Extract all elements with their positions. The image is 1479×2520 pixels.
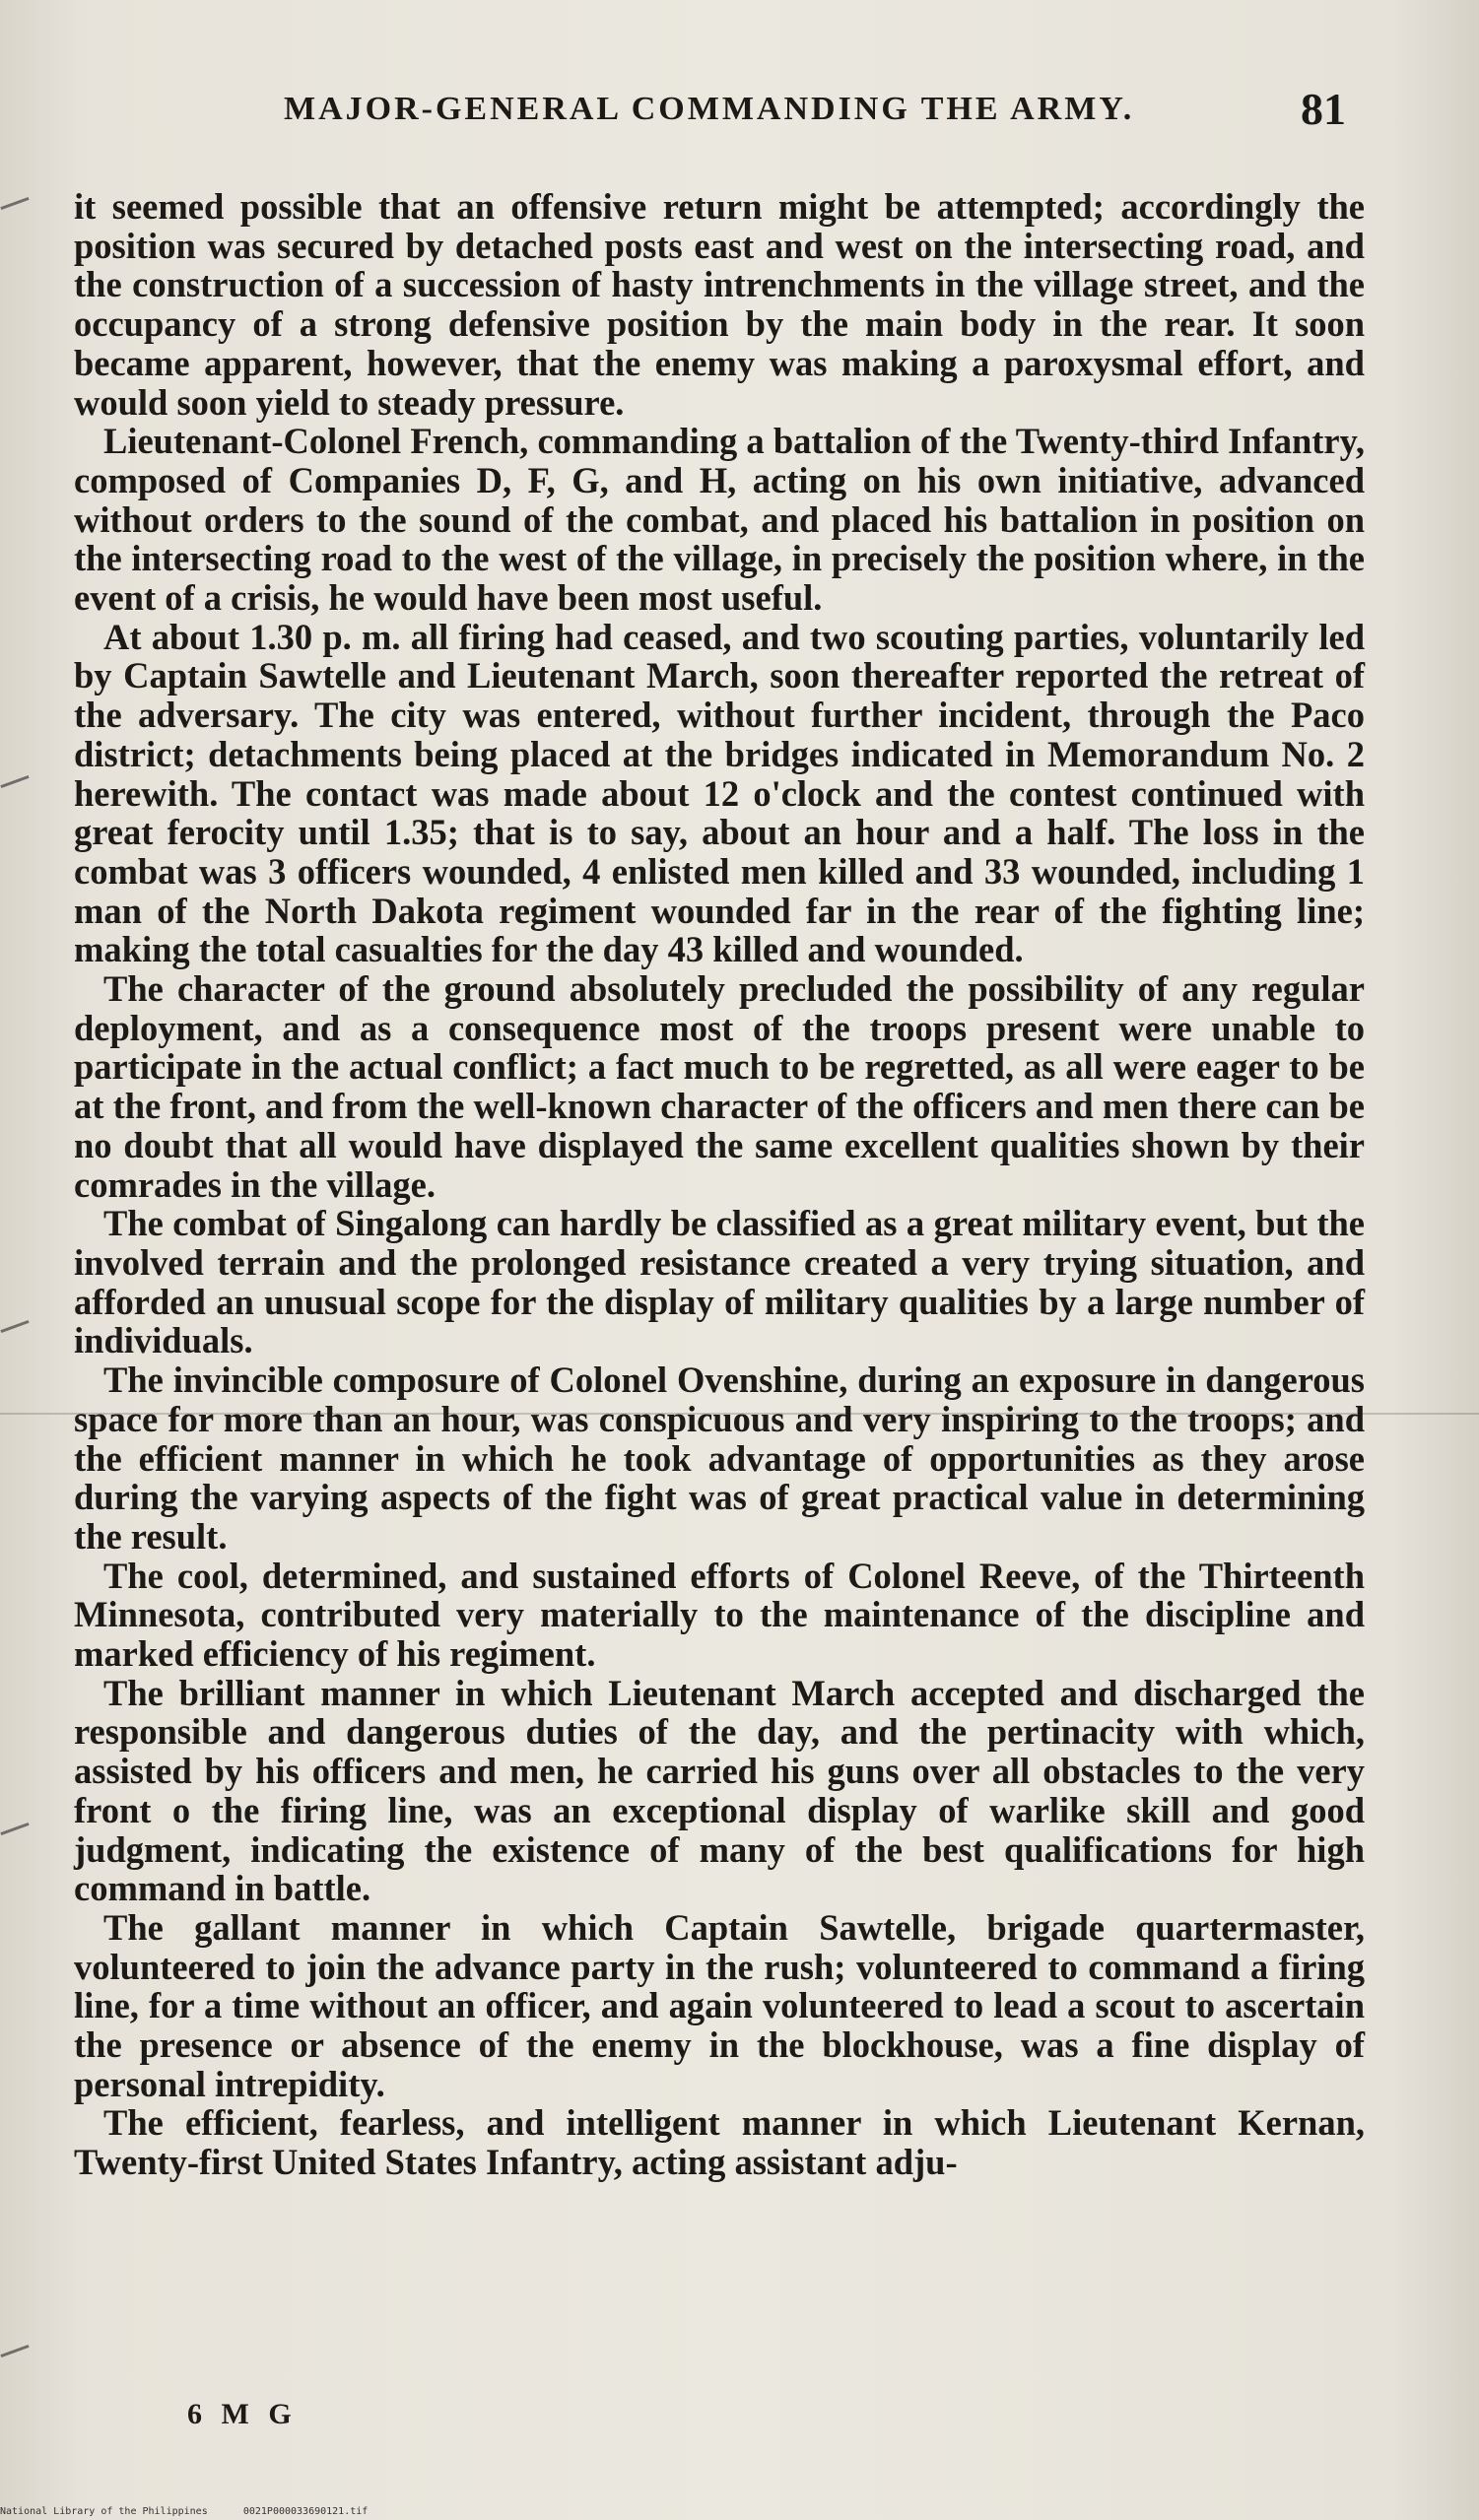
paragraph: The brilliant manner in which Lieutenant March accepted and discharged the responsible and dangerous duties of the day, and the pertinacity with which, assisted by his officers and men, he carried his guns over all obstacles to the very front o the firing line, was an exceptional display of warlike skill and good judgment, indicating the existence of many of the best qualifications for high command in battle. (74, 1672, 1365, 1909)
running-head: MAJOR-GENERAL COMMANDING THE ARMY. (284, 91, 1135, 127)
paragraph: The gallant manner in which Captain Sawtelle, brigade quartermaster, volunteered to join the advance party in the rush; volunteered to command a firing line, for a time without an officer, and again volunteered to lead a scout to ascertain the presence or absence of the enemy in the blockhouse, was a fine display of personal intrepidity. (74, 1906, 1365, 2104)
paragraph: it seemed possible that an offensive return might be attempted; accordingly the position was secured by detached posts east and west on the intersecting road, and the construction of a succession of hasty intrenchments in the village street, and the occupancy of a strong defensive position by the main body in the rear. It soon became apparent, however, that the enemy was making a paroxysmal effort, and would soon yield to steady pressure. (74, 186, 1365, 423)
edge-mark (0, 1823, 29, 1835)
paragraph: The cool, determined, and sustained efforts of Colonel Reeve, of the Thirteenth Minnesota, contributed very materially to the maintenance of the discipline and marked efficiency of his regiment. (74, 1555, 1365, 1675)
page-number: 81 (1301, 84, 1346, 134)
edge-mark (0, 2345, 29, 2357)
paragraph: The invincible composure of Colonel Ovenshine, during an exposure in dangerous space for more than an hour, was conspicuous and very inspiring to the troops; and the efficient manner in which he took advantage of opportunities as they arose during the varying aspects of the fight was of great practical value in determining the result. (74, 1359, 1365, 1557)
scan-file: 0021P000033690121.tif (242, 2506, 369, 2517)
edge-mark (0, 775, 29, 788)
scan-label: National Library of the Philippines (0, 2506, 208, 2517)
paragraph: The character of the ground absolutely precluded the possibility of any regular deployment, and as a consequence most of the troops present were unable to participate in the actual conflict; a fact much to be regretted, as all were eager to be at the front, and from the well-known character of the officers and men there can be no doubt that all would have displayed the same excellent qualities shown by their comrades in the village. (74, 968, 1365, 1205)
scan-footer (0, 2506, 368, 2517)
paragraph: Lieutenant-Colonel French, commanding a battalion of the Twenty-third Infantry, composed of Companies D, F, G, and H, acting on his own initiative, advanced without orders to the sound of the combat, and placed his battalion in position on the intersecting road to the west of the village, in precisely the position where, in the event of a crisis, he would have been most useful. (74, 421, 1365, 619)
signature-mark: 6 M G (187, 2398, 298, 2430)
body-text (74, 187, 1365, 2182)
paragraph: At about 1.30 p. m. all firing had ceased, and two scouting parties, voluntarily led by Captain Sawtelle and Lieutenant March, soon thereafter reported the retreat of the adversary. The city was entered, without further incident, through the Paco district; detachments being placed at the bridges indicated in Memorandum No. 2 herewith. The contact was made about 12 o'clock and the contest continued with great ferocity until 1.35; that is to say, about an hour and a half. The loss in the combat was 3 officers wounded, 4 enlisted men killed and 33 wounded, including 1 man of the North Dakota regiment wounded far in the rear of the fighting line; making the total casualties for the day 43 killed and wounded. (74, 616, 1365, 970)
edge-mark (0, 197, 29, 210)
paragraph: The efficient, fearless, and intelligent manner in which Lieutenant Kernan, Twenty-first United States Infantry, acting assistant adju- (74, 2102, 1365, 2183)
paragraph: The combat of Singalong can hardly be classified as a great military event, but the involved terrain and the prolonged resistance created a very trying situation, and afforded an unusual scope for the display of military qualities by a large number of individuals. (74, 1203, 1365, 1361)
edge-mark (0, 1320, 29, 1333)
